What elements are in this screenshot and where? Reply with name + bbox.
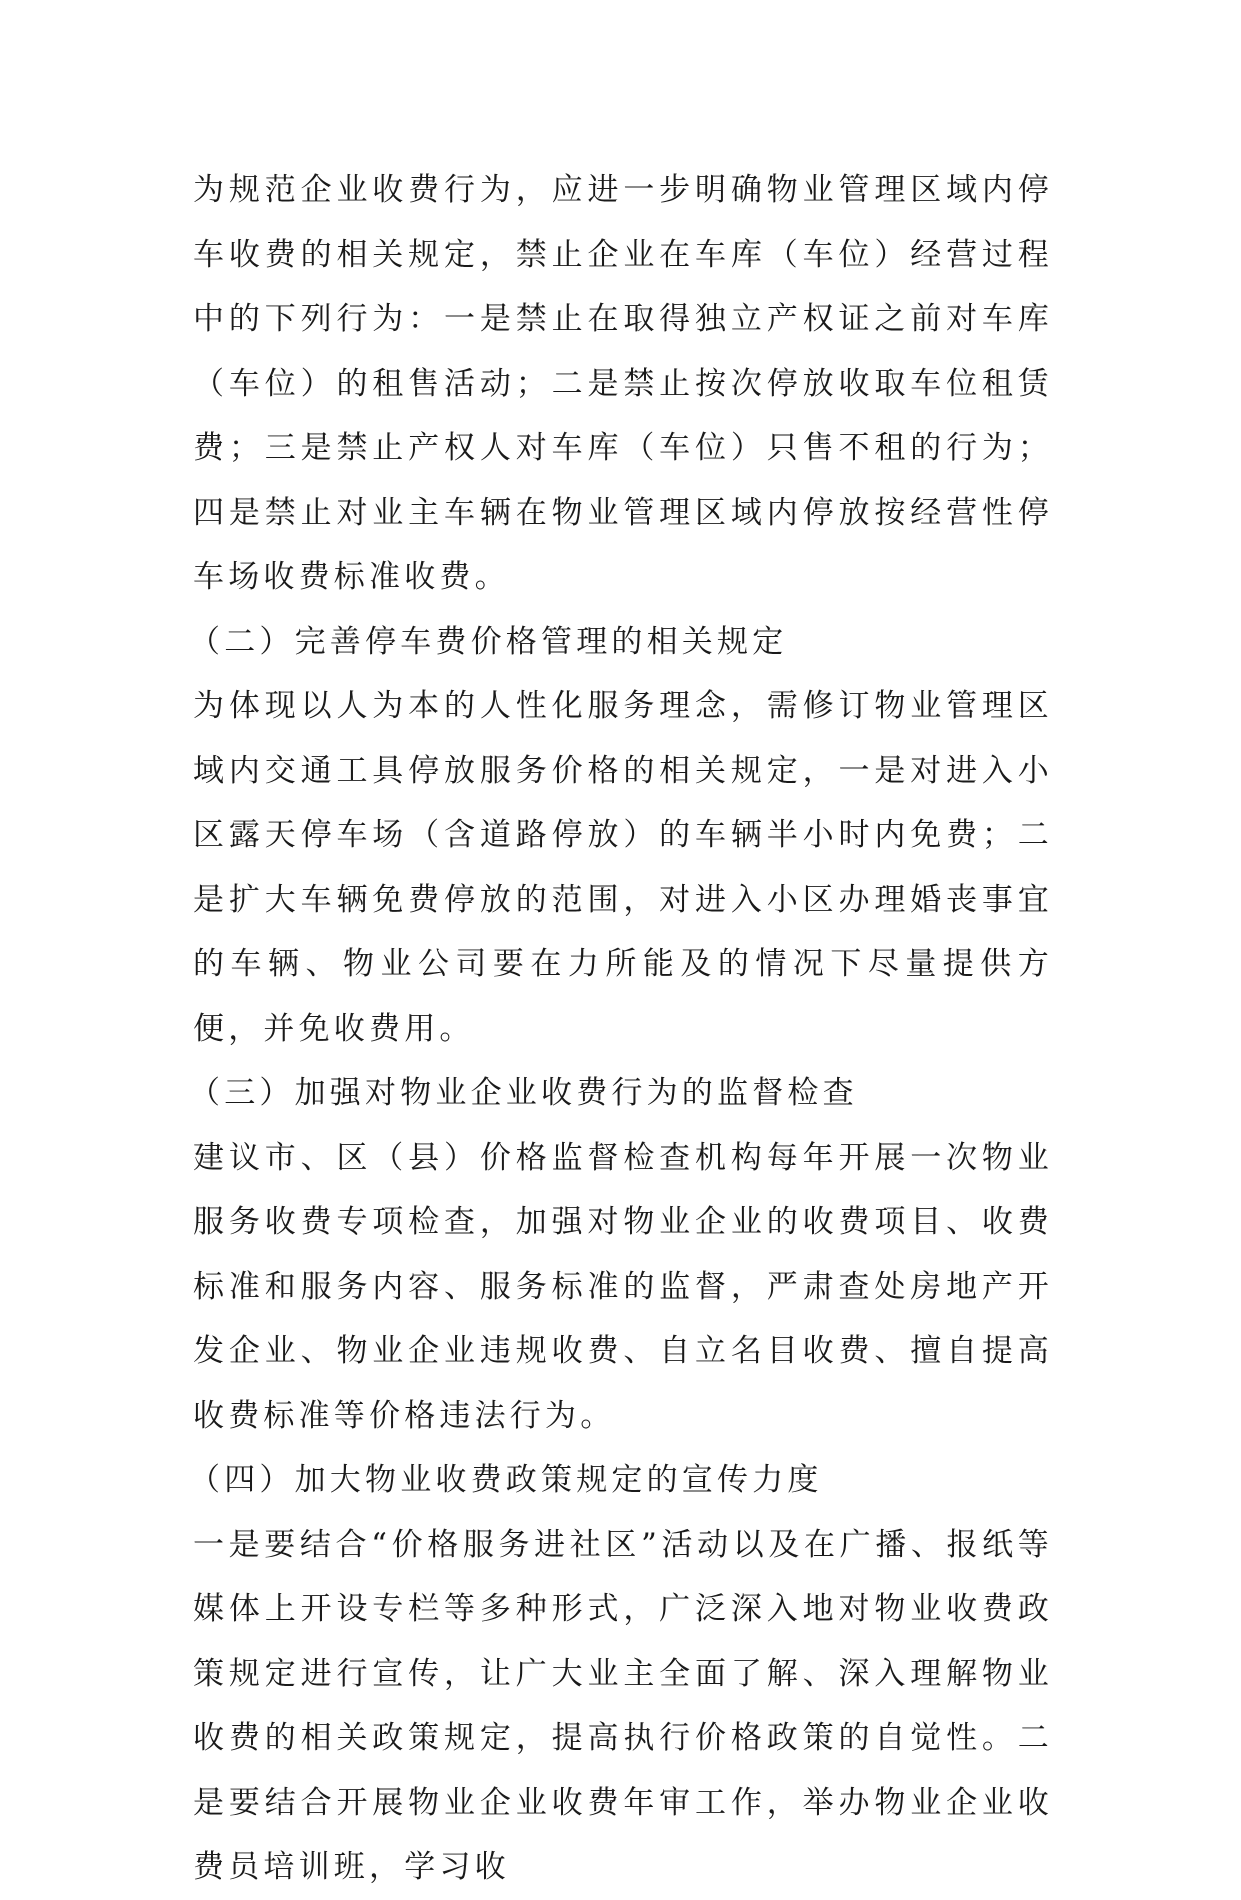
paragraph-parking-price-management: 为体现以人为本的人性化服务理念，需修订物业管理区域内交通工具停放服务价格的相关规定，一是对进入小区露天停车场（含道路停放）的车辆半小时内免费；二是扩大车辆免费停放的范围，对进入小区办理婚丧事宜的车辆、物业公司要在力所能及的情况下尽量提供方便，并免收费用。	[193, 688, 1053, 1047]
paragraph-supervision-inspection: 建议市、区（县）价格监督检查机构每年开展一次物业服务收费专项检查，加强对物业企业的收费项目、收费标准和服务内容、服务标准的监督，严肃查处房地产开发企业、物业企业违规收费、自立名目收费、擅自提高收费标准等价格违法行为。	[193, 1139, 1053, 1434]
paragraph-policy-publicity: 一是要结合“价格服务进社区”活动以及在广播、报纸等媒体上开设专栏等多种形式，广泛深入地对物业收费政策规定进行宣传，让广大业主全面了解、深入理解物业收费的相关政策规定，提高执行价格政策的自觉性。二是要结合开展物业企业收费年审工作，举办物业企业收费员培训班，学习收	[193, 1526, 1053, 1885]
section-heading-4: （四）加大物业收费政策规定的宣传力度	[189, 1462, 823, 1498]
section-heading-2: （二）完善停车费价格管理的相关规定	[189, 623, 788, 660]
section-heading-3: （三）加强对物业企业收费行为的监督检查	[189, 1075, 858, 1111]
document-body	[189, 158, 1053, 1900]
paragraph-parking-fee-rules: 为规范企业收费行为，应进一步明确物业管理区域内停车收费的相关规定，禁止企业在车库（车位）经营过程中的下列行为：一是禁止在取得独立产权证之前对车库（车位）的租售活动；二是禁止按次停放收取车位租赁费；三是禁止产权人对车库（车位）只售不租的行为；四是禁止对业主车辆在物业管理区域内停放按经营性停车场收费标准收费。	[193, 172, 1053, 595]
